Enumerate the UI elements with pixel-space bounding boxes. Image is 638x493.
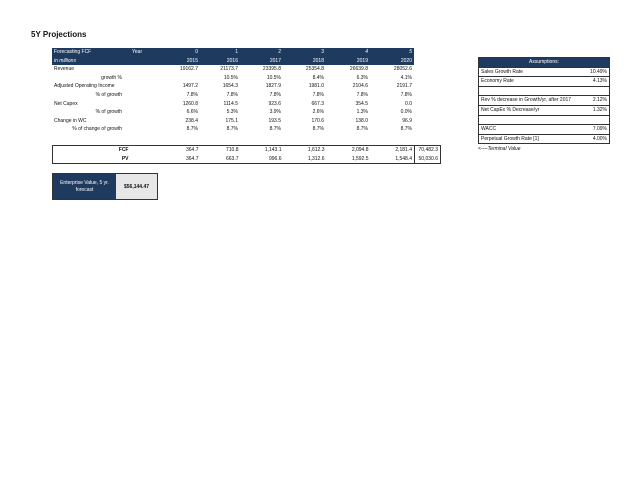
table-cell: 1.3% [356,109,368,116]
assumption-row [479,125,610,135]
table-cell: 138.0 [355,117,368,124]
table-row [52,74,414,83]
table-row [52,82,414,91]
table-cell: 710.8 [225,147,239,153]
assumption-value: 7.09% [584,125,610,135]
table-cell: 3.9% [269,109,281,116]
table-cell: 7.8% [312,91,324,98]
header-cell: 2 [240,48,283,57]
assumption-row [479,67,610,77]
table-cell: 1,612.3 [307,147,325,153]
table-cell: 2104.6 [352,83,368,90]
table-cell: 1981.0 [308,83,324,90]
assumption-label: Perpetual Growth Rate [1] [479,134,584,144]
assumption-label: Net CapEx % Decrease/yr [479,105,584,115]
table-cell [130,74,200,83]
table-cell: 2.6% [312,109,324,116]
header-cell: 1 [200,48,240,57]
assumption-value: 1.32% [584,105,610,115]
assumption-label [479,86,584,96]
projection-table [52,48,414,134]
table-cell: 10.5% [223,74,238,81]
table-cell: 7.8% [356,91,368,98]
table-cell: 7.8% [400,91,412,98]
enterprise-value-label: Enterprise Value, 5 yr. forecast [53,174,116,199]
row-label: growth % [101,74,122,81]
table-cell: 21173.7 [220,66,238,73]
header-cell: 3 [283,48,326,57]
fcf-pv-table [52,145,441,164]
table-cell: 7.8% [269,91,281,98]
table-cell: 5.3% [226,109,238,116]
table-cell: 96.9 [402,117,412,124]
table-cell: 28052.6 [393,66,412,73]
table-cell: 23395.8 [262,66,281,73]
assumption-row [479,77,610,87]
table-cell: 1,548.4 [395,155,412,162]
assumption-label: Economy Rate [479,77,584,87]
assumption-value: 4.00% [584,134,610,144]
table-cell: 8.7% [312,126,324,133]
table-cell: 0.0 [405,100,412,107]
enterprise-value-amount: $56,144.47 [116,174,157,199]
assumptions-header [479,58,610,68]
assumption-value [584,86,610,96]
table-cell: 1260.8 [182,100,198,107]
header-row-years [52,57,414,66]
table-cell: 667.3 [311,100,324,107]
row-label: Revenue [54,66,75,73]
row-label: % of change of growth [72,126,122,133]
assumption-value [584,115,610,125]
enterprise-value-box [52,173,158,200]
row-label: Adjusted Operating Income [54,83,115,90]
header-cell: 2019 [326,57,370,66]
table-cell: 10.5% [266,74,281,81]
table-cell: 170.6 [311,117,324,124]
header-cell: 2016 [200,57,240,66]
table-cell: 2,181.4 [395,147,412,153]
table-cell: 8.7% [269,126,281,133]
table-cell: 8.7% [226,126,238,133]
table-cell: 0.0% [400,109,412,116]
assumption-row [479,134,610,144]
table-row [52,65,414,74]
table-row [52,125,414,134]
assumption-row [479,115,610,125]
assumption-value: 4.13% [584,77,610,87]
terminal-value-note: <----Terminal Value [478,146,521,152]
row-label: % of growth [95,91,122,98]
fcf-row [53,146,441,155]
row-label: Change in WC [54,117,87,124]
header-cell: 0 [162,48,200,57]
assumptions-table [478,57,610,144]
row-label: Net Capex [54,100,78,107]
table-cell: 1114.5 [223,100,238,107]
table-cell: 2191.7 [396,83,412,90]
row-label: % of growth [95,109,122,116]
table-cell: 8.7% [186,126,198,133]
pv-label: PV [121,155,129,162]
assumption-label: Rev % decrease in Growth/yr, after 2017 [479,96,584,106]
table-cell: 19162.7 [179,66,198,73]
table-row [52,100,414,109]
table-row [52,117,414,126]
table-cell: 996.6 [268,155,282,162]
table-cell: 2,094.8 [351,147,369,153]
table-cell: 7.8% [186,91,198,98]
page-title: 5Y Projections [31,30,87,39]
header-cell: 2015 [130,57,200,66]
assumption-row [479,105,610,115]
header-cell: in millions [52,57,130,66]
table-row [52,91,414,100]
header-cell: 2018 [283,57,326,66]
table-cell: 8.4% [312,74,324,81]
table-row [52,108,414,117]
table-cell: 8.7% [356,126,368,133]
terminal-value-cell: 70,482.3 [415,146,441,155]
table-cell: 238.4 [185,117,198,124]
table-cell: 1827.9 [265,83,281,90]
header-cell: Forecasting FCF [52,48,130,57]
terminal-value-cell: 50,030.6 [415,155,441,164]
table-cell: 26639.8 [349,66,368,73]
assumptions-title: Assumptions: [479,58,610,68]
table-cell: 1,143.1 [264,147,282,153]
table-cell: 1,312.6 [307,155,325,162]
header-cell: 4 [326,48,370,57]
assumption-label [479,115,584,125]
table-cell: 6.6% [186,109,198,116]
table-cell: 7.8% [226,91,238,98]
header-cell: 2017 [240,57,283,66]
table-cell: 1497.2 [182,83,198,90]
header-row-year [52,48,414,57]
assumption-value: 10.49% [584,67,610,77]
assumption-row [479,96,610,106]
header-cell: 5 [370,48,414,57]
table-cell: 175.1 [225,117,238,124]
table-cell: 8.7% [400,126,412,133]
table-cell: 193.5 [268,117,281,124]
assumption-label: Sales Growth Rate [479,67,584,77]
pv-row [53,155,441,164]
table-cell: 364.7 [185,147,199,153]
assumption-row [479,86,610,96]
table-cell: 1,592.5 [351,155,369,162]
table-cell: 354.5 [355,100,368,107]
table-cell: 1654.3 [222,83,238,90]
table-cell: 6.3% [356,74,368,81]
header-cell: 2020 [370,57,414,66]
table-cell: 663.7 [225,155,239,162]
table-cell: 25354.8 [305,66,324,73]
assumption-label: WACC [479,125,584,135]
header-cell: Year [130,48,162,57]
table-cell: 4.1% [400,74,412,81]
table-cell: 364.7 [185,155,199,162]
table-cell: 923.6 [268,100,281,107]
assumption-value: 2.12% [584,96,610,106]
fcf-label: FCF [118,147,129,153]
